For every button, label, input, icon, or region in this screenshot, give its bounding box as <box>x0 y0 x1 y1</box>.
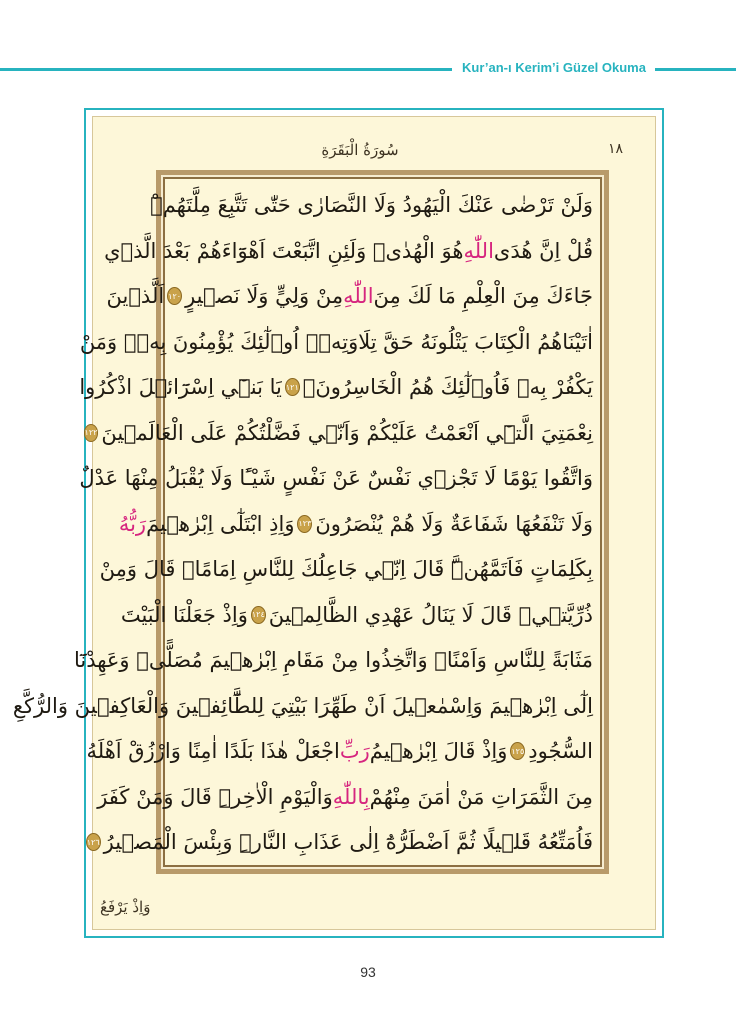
quran-line <box>84 413 593 453</box>
quran-line <box>150 185 593 225</box>
quran-line <box>79 367 593 407</box>
quran-line <box>97 777 593 817</box>
ayah-number-marker: ١٢٠ <box>167 287 182 305</box>
quran-text-block <box>12 185 593 859</box>
verse-text: وَاِذِ ابْتَلٰٓى اِبْرٰه۪يمَ <box>146 511 295 536</box>
quran-line <box>104 231 593 271</box>
page-number: 93 <box>360 964 376 980</box>
divine-name-text: اللّٰهِ <box>463 238 494 263</box>
verse-text: وَلَنْ تَرْضٰى عَنْكَ الْيَهُودُ وَلَا النَّصَارٰى حَتّٰى تَتَّبِعَ مِلَّتَهُمْۜ <box>150 193 593 217</box>
quran-line <box>99 549 593 589</box>
verse-text: اِلٰٓى اِبْرٰه۪يمَ وَاِسْمٰع۪يلَ اَنْ طَهِّرَا بَيْتِيَ لِلطَّٓائِف۪ينَ وَالْعَاكِف۪ينَ وَالرُّكَّعِ <box>12 693 593 718</box>
ayah-number-marker: ١٢١ <box>285 378 300 396</box>
divine-name-text: اللّٰهِ <box>343 284 374 308</box>
verse-text: وَالْيَوْمِ الْاٰخِرِۜ قَالَ وَمَنْ كَفَرَ <box>97 784 333 809</box>
verse-text: السُّجُودِ <box>528 739 593 763</box>
verse-text: اجْعَلْ هٰذَا بَلَدًا اٰمِنًا وَارْزُقْ اَهْلَهُ <box>86 739 340 763</box>
quran-line <box>120 595 593 635</box>
verse-text: وَاتَّقُوا يَوْمًا لَا تَجْز۪ي نَفْسٌ عَنْ نَفْسٍ شَيْـًٔا وَلَا يُقْبَلُ مِنْهَا عَدْلٌ <box>79 466 593 490</box>
quran-line <box>118 504 593 544</box>
quran-line <box>73 640 593 680</box>
ayah-number-marker: ١٢٤ <box>251 606 266 624</box>
surah-name: سُورَةُ الْبَقَرَةِ <box>321 141 399 159</box>
verse-text: وَاِذْ قَالَ اِبْرٰه۪يمُ <box>369 739 508 763</box>
verse-text: اٰتَيْنَاهُمُ الْكِتَابَ يَتْلُونَهُ حَقَّ تِلَاوَتِه۪ۜ اُو۬لٰٓئِكَ يُؤْمِنُونَ بِه۪ۜ وَمَنْ <box>79 329 593 354</box>
verse-text: مِنَ الثَّمَرَاتِ مَنْ اٰمَنَ مِنْهُمْ <box>369 784 593 809</box>
quran-line <box>86 822 593 862</box>
verse-text: وَلَا تَنْفَعُهَا شَفَاعَةٌ وَلَا هُمْ يُنْصَرُونَ <box>315 511 593 536</box>
verse-text: نِعْمَتِيَ الَّت۪ٓي اَنْعَمْتُ عَلَيْكُمْ وَاَنّ۪ي فَضَّلْتُكُمْ عَلَى الْعَالَم۪ينَ <box>101 420 593 445</box>
verse-text: وَاِذْ جَعَلْنَا الْبَيْتَ <box>120 602 248 627</box>
quran-line <box>106 276 593 316</box>
verse-text: ذُرِّيَّت۪يۜ قَالَ لَا يَنَالُ عَهْدِي الظَّالِم۪ينَ <box>268 602 593 627</box>
quran-line <box>86 731 593 771</box>
ayah-number-marker: ١٢٢ <box>84 424 99 442</box>
verse-text: هُوَ الْهُدٰىۜ وَلَئِنِ اتَّبَعْتَ اَهْوَٓاءَهُمْ بَعْدَ الَّذ۪ي <box>104 238 464 263</box>
verse-text: فَاُمَتِّعُهُ قَل۪يلًا ثُمَّ اَضْطَرُّهُٓ اِلٰى عَذَابِ النَّارِۜ وَبِئْسَ الْمَص۪يرُ <box>103 830 593 854</box>
verse-text: مَثَابَةً لِلنَّاسِ وَاَمْنًاۜ وَاتَّخِذُوا مِنْ مَقَامِ اِبْرٰه۪يمَ مُصَلًّىۜ وَعَهِدْنَٓا <box>73 648 593 672</box>
book-title: Kur’an-ı Kerim’i Güzel Okuma <box>462 60 646 75</box>
ayah-number-marker: ١٢٦ <box>86 833 101 851</box>
verse-text: جَٓاءَكَ مِنَ الْعِلْمِ مَا لَكَ مِنَ <box>373 284 593 308</box>
divine-name-text: بِاللّٰهِ <box>332 784 370 809</box>
verse-text: يَكْفُرْ بِه۪ فَاُو۬لٰٓئِكَ هُمُ الْخَاسِرُونَ۟ <box>302 375 593 399</box>
verse-text: اَلَّذ۪ينَ <box>106 284 165 308</box>
header-rule-left <box>0 68 452 71</box>
catchword: وَاِذْ يَرْفَعُ <box>100 898 151 916</box>
ayah-number-marker: ١٢٣ <box>297 515 312 533</box>
verse-text: مِنْ وَلِيٍّ وَلَا نَص۪يرٍ <box>185 284 344 308</box>
divine-name-text: رَبُّهُ <box>118 511 147 536</box>
divine-name-text: رَبِّ <box>339 739 370 763</box>
quran-line <box>79 322 593 362</box>
verse-text: قُلْ اِنَّ هُدَى <box>493 238 593 263</box>
mushaf-page-number: ١٨ <box>608 141 624 157</box>
verse-text: يَا بَن۪ٓي اِسْرَٓائ۪لَ اذْكُرُوا <box>79 375 282 399</box>
verse-text: بِكَلِمَاتٍ فَاَتَمَّهُنَّۜ قَالَ اِنّ۪ي جَاعِلُكَ لِلنَّاسِ اِمَامًاۜ قَالَ وَمِنْ <box>99 557 593 581</box>
quran-line <box>79 458 593 498</box>
quran-line <box>12 686 593 726</box>
header-rule-right <box>655 68 736 71</box>
ayah-number-marker: ١٢٥ <box>510 742 525 760</box>
